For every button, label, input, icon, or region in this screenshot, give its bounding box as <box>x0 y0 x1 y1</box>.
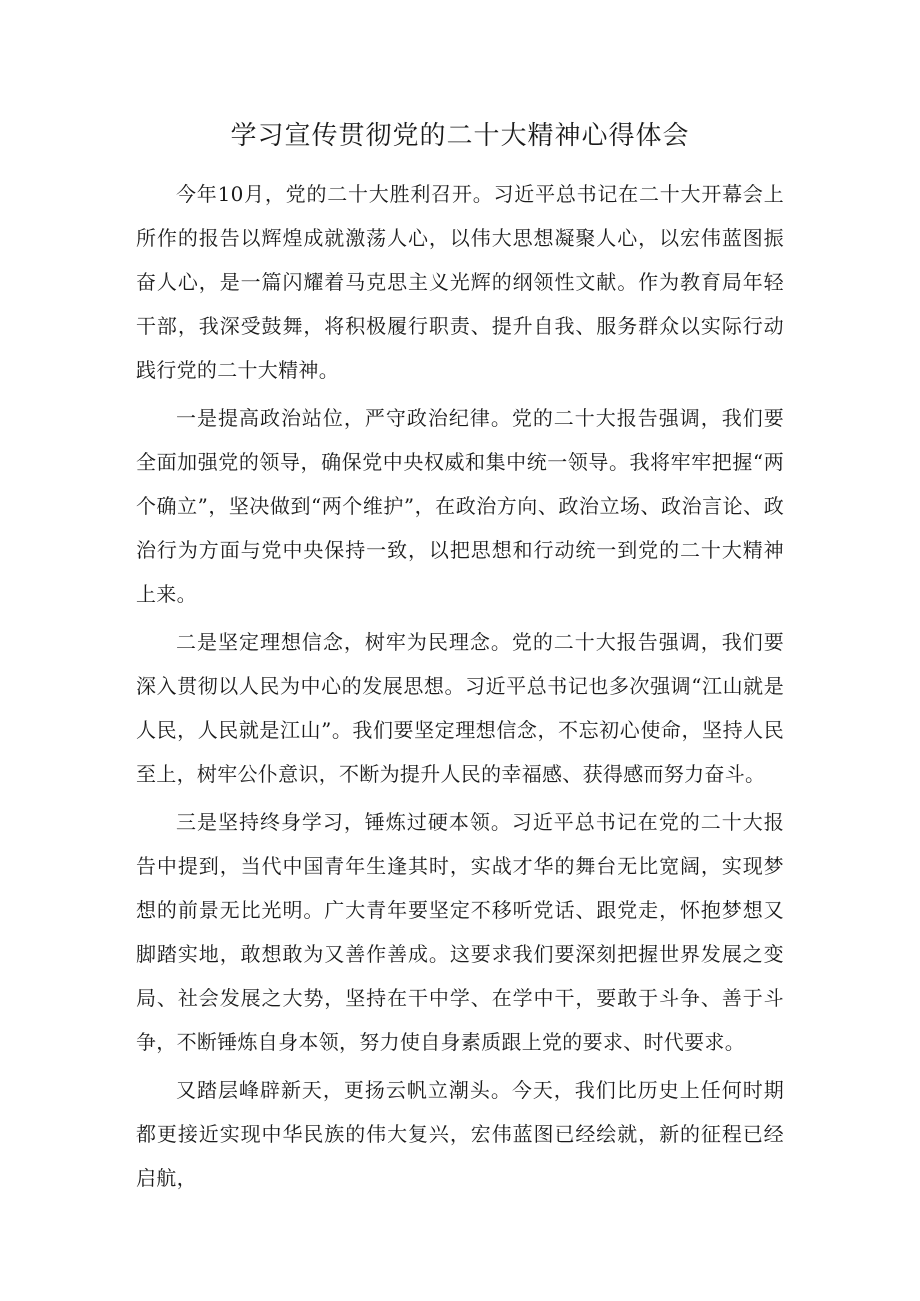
paragraph-point-one: 一是提高政治站位，严守政治纪律。党的二十大报告强调，我们要全面加强党的领导，确保党中央权威和集中统一领导。我将牢牢把握“两个确立”，坚决做到“两个维护”，在政治方向、政治立场、政治言论、政治行为方面与党中央保持一致，以把思想和行动统一到党的二十大精神上来。 <box>136 406 784 606</box>
paragraph-intro: 今年10月，党的二十大胜利召开。习近平总书记在二十大开幕会上所作的报告以辉煌成就激荡人心，以伟大思想凝聚人心，以宏伟蓝图振奋人心，是一篇闪耀着马克思主义光辉的纲领性文献。作为教育局年轻干部，我深受鼓舞，将积极履行职责、提升自我、服务群众以实际行动践行党的二十大精神。 <box>136 182 784 382</box>
paragraph-point-three: 三是坚持终身学习，锤炼过硬本领。习近平总书记在党的二十大报告中提到，当代中国青年生逢其时，实战才华的舞台无比宽阔，实现梦想的前景无比光明。广大青年要坚定不移听党话、跟党走，怀抱梦想又脚踏实地，敢想敢为又善作善成。这要求我们要深刻把握世界发展之变局、社会发展之大势，坚持在干中学、在学中干，要敢于斗争、善于斗争，不断锤炼自身本领，努力使自身素质跟上党的要求、时代要求。 <box>136 810 784 1054</box>
document-title: 学习宣传贯彻党的二十大精神心得体会 <box>230 121 690 151</box>
paragraph-closing: 又踏层峰辟新天，更扬云帆立潮头。今天，我们比历史上任何时期都更接近实现中华民族的伟大复兴，宏伟蓝图已经绘就，新的征程已经启航， <box>136 1078 784 1190</box>
paragraph-point-two: 二是坚定理想信念，树牢为民理念。党的二十大报告强调，我们要深入贯彻以人民为中心的发展思想。习近平总书记也多次强调“江山就是人民，人民就是江山”。我们要坚定理想信念，不忘初心使命，坚持人民至上，树牢公仆意识，不断为提升人民的幸福感、获得感而努力奋斗。 <box>136 630 784 786</box>
